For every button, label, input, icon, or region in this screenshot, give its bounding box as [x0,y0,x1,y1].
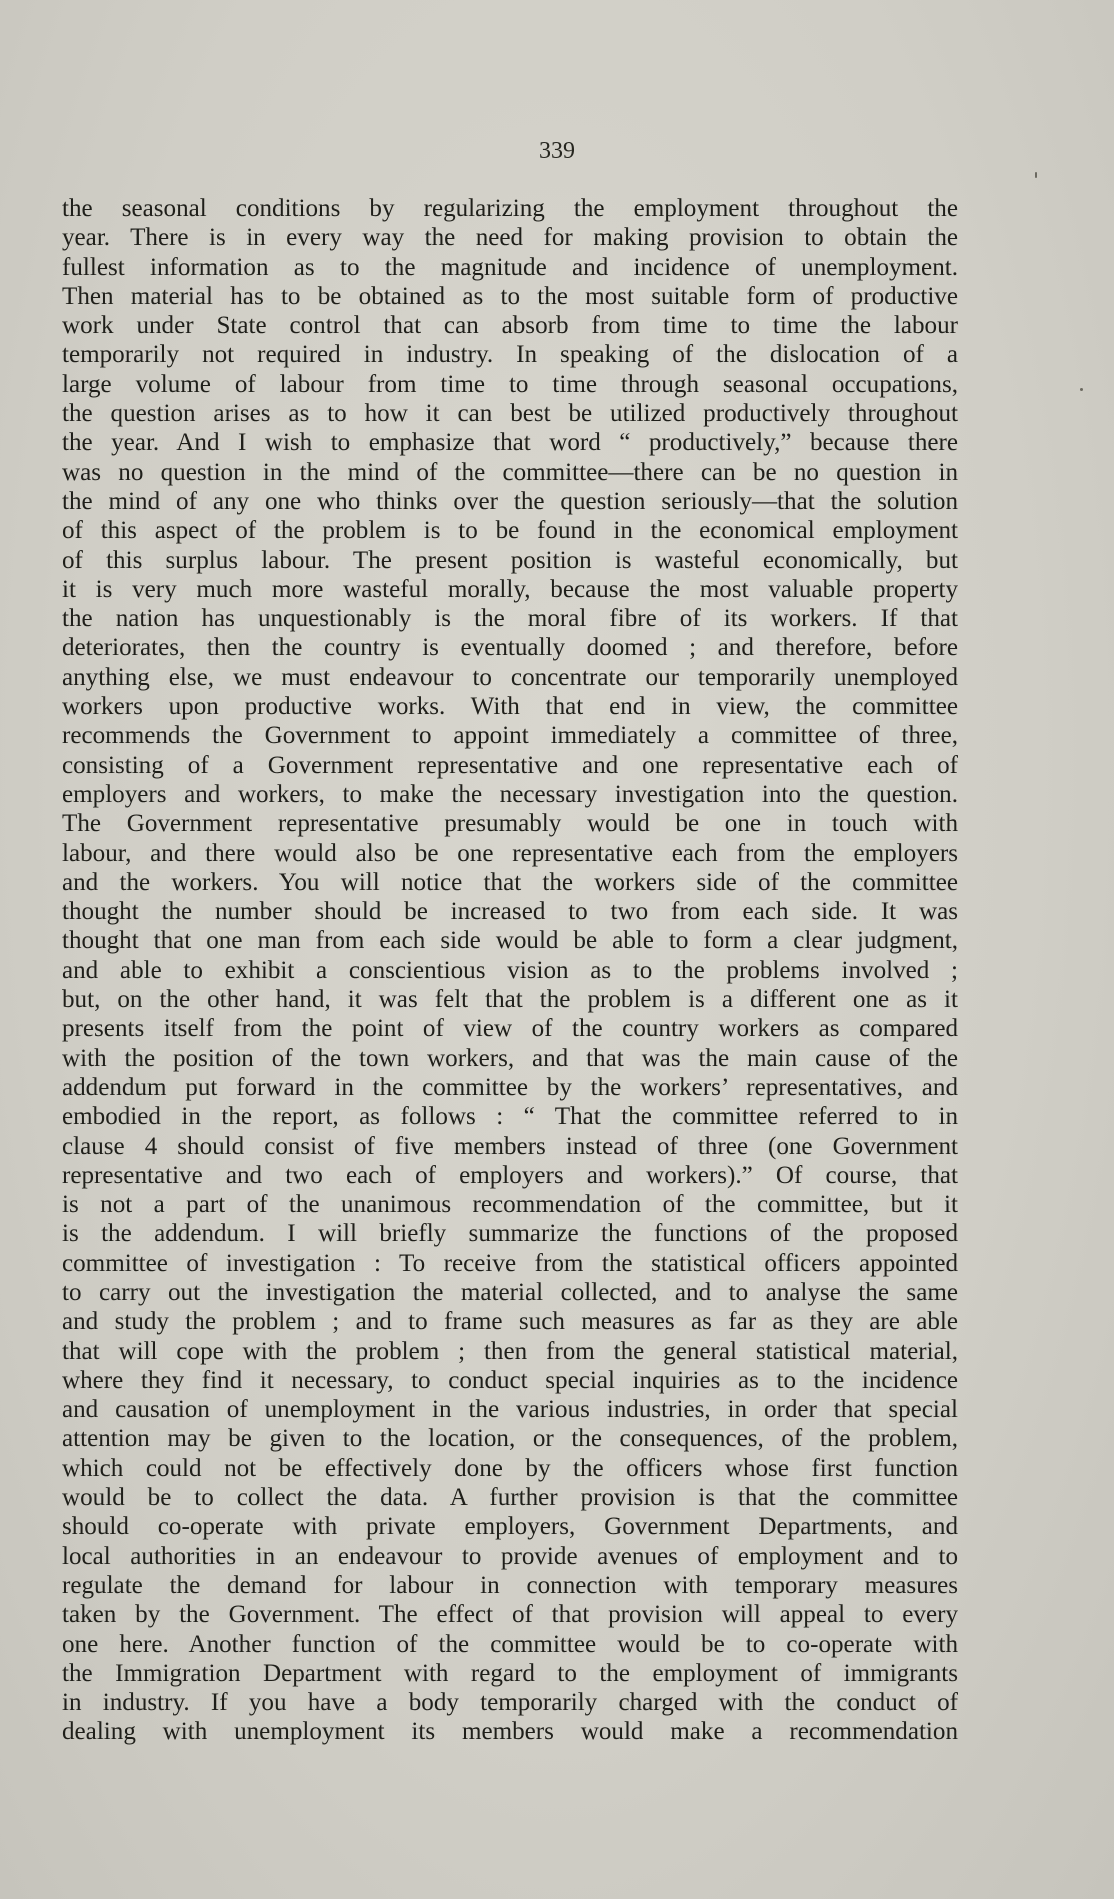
text-line: the seasonal conditions by regularizing the employment throughout the [62,195,958,222]
text-line: the Immigration Department with regard to the employment of immigrants [62,1659,958,1687]
text-line: large volume of labour from time to time through seasonal occupations, [62,370,958,398]
body-text [62,194,958,1747]
text-line: was no question in the mind of the committee—there can be no question in [62,458,958,486]
text-line: workers upon productive works. With that end in view, the committee [62,693,958,721]
text-line: the nation has unquestionably is the moral fibre of its workers. If that [62,605,958,633]
text-line: anything else, we must endeavour to concentrate our temporarily unemployed [62,663,958,691]
text-line: one here. Another function of the committee would be to co-operate with [62,1630,958,1658]
text-line: of this aspect of the problem is to be found in the economical employment [62,517,958,545]
text-line: fullest information as to the magnitude and incidence of unemployment. [62,253,958,281]
text-line: recommends the Government to appoint immediately a committee of three, [62,722,958,750]
text-line: taken by the Government. The effect of that provision will appeal to every [62,1601,958,1629]
text-line: committee of investigation : To receive from the statistical officers appointed [62,1249,958,1277]
text-line: but, on the other hand, it was felt that the problem is a different one as it [62,986,958,1014]
text-line: dealing with unemployment its members would make a recommendation [62,1718,958,1746]
text-line: representative and two each of employers and workers).” Of course, that [62,1161,958,1189]
text-line: where they find it necessary, to conduct special inquiries as to the incidence [62,1366,958,1394]
text-line: presents itself from the point of view of the country workers as compared [62,1015,958,1043]
text-line: thought that one man from each side would be able to form a clear judgment, [62,927,958,955]
text-line: clause 4 should consist of five members instead of three (one Government [62,1132,958,1160]
text-line: employers and workers, to make the necessary investigation into the question. [62,780,958,808]
text-line: work under State control that can absorb from time to time the labour [62,312,958,340]
text-line: would be to collect the data. A further provision is that the committee [62,1484,958,1512]
text-line: year. There is in every way the need for making provision to obtain the [62,224,958,252]
text-line: regulate the demand for labour in connection with temporary measures [62,1571,958,1599]
text-line: that will cope with the problem ; then from the general statistical material, [62,1337,958,1365]
text-line: and causation of unemployment in the various industries, in order that special [62,1396,958,1424]
text-line: to carry out the investigation the material collected, and to analyse the same [62,1278,958,1306]
text-line: the mind of any one who thinks over the question seriously—that the solution [62,487,958,515]
paper-speck [1035,172,1037,178]
page-number: 339 [539,138,575,164]
text-line: in industry. If you have a body temporarily charged with the conduct of [62,1689,958,1717]
paper-speck [1080,388,1083,391]
text-line: deteriorates, then the country is eventually doomed ; and therefore, before [62,634,958,662]
text-line: it is very much more wasteful morally, because the most valuable property [62,575,958,603]
text-line: and the workers. You will notice that the workers side of the committee [62,868,958,896]
text-line: and able to exhibit a conscientious vision as to the problems involved ; [62,956,958,984]
text-line: thought the number should be increased to two from each side. It was [62,898,958,926]
text-line: The Government representative presumably would be one in touch with [62,810,958,838]
text-line: is not a part of the unanimous recommendation of the committee, but it [62,1191,958,1219]
text-line: attention may be given to the location, or the consequences, of the problem, [62,1425,958,1453]
text-line: of this surplus labour. The present position is wasteful economically, but [62,546,958,574]
text-line: with the position of the town workers, and that was the main cause of the [62,1044,958,1072]
text-line: local authorities in an endeavour to provide avenues of employment and to [62,1542,958,1570]
text-line: addendum put forward in the committee by the workers’ representatives, and [62,1073,958,1101]
text-line: consisting of a Government representative and one representative each of [62,751,958,779]
text-line: temporarily not required in industry. In speaking of the dislocation of a [62,341,958,369]
text-line: Then material has to be obtained as to the most suitable form of productive [62,282,958,310]
text-line: the year. And I wish to emphasize that word “ productively,” because there [62,429,958,457]
text-line: the question arises as to how it can best be utilized productively throughout [62,400,958,428]
text-line: should co-operate with private employers, Government Departments, and [62,1513,958,1541]
text-line: embodied in the report, as follows : “ That the committee referred to in [62,1103,958,1131]
text-line: labour, and there would also be one representative each from the employers [62,839,958,867]
text-line: which could not be effectively done by the officers whose first function [62,1454,958,1482]
text-line: is the addendum. I will briefly summarize the functions of the proposed [62,1220,958,1248]
text-line: and study the problem ; and to frame such measures as far as they are able [62,1308,958,1336]
